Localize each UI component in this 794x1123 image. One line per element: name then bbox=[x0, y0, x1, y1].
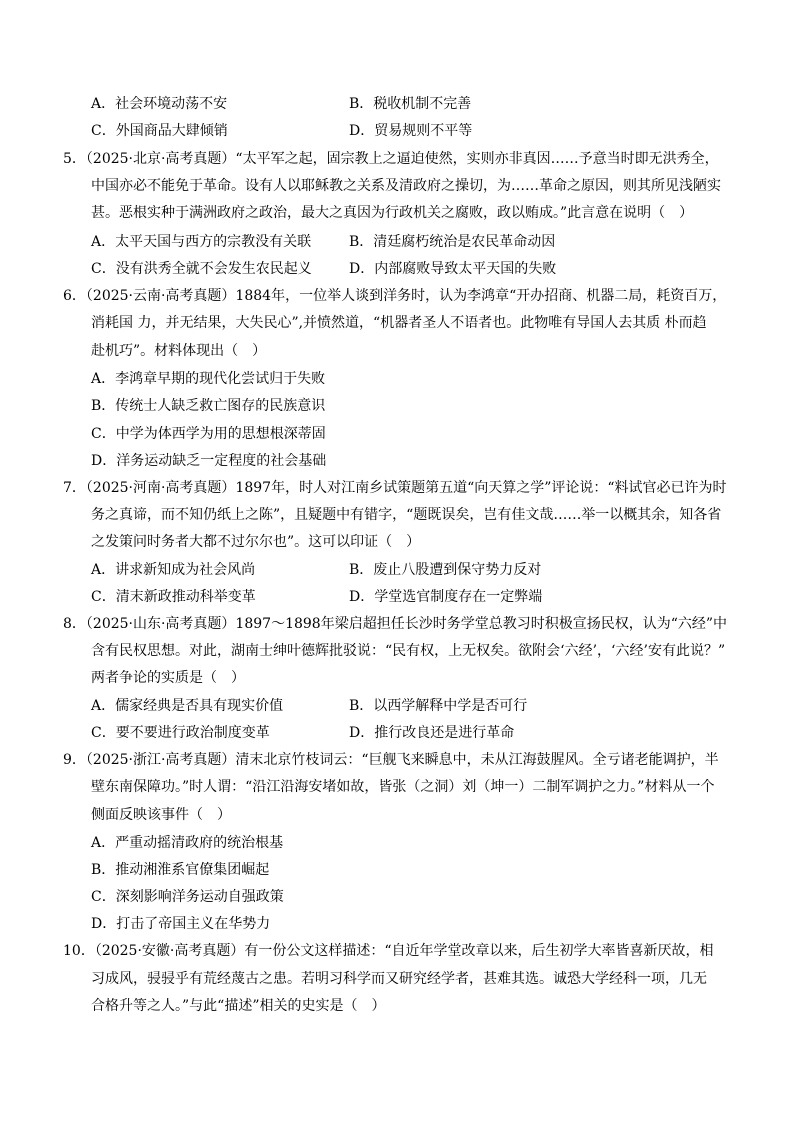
q10-stem-line-3: 合格升等之人。”与此“描述”相关的史实是（ ） bbox=[91, 998, 386, 1014]
q4-option-a[interactable]: A．社会环境动荡不安 bbox=[91, 96, 228, 112]
q7-stem-line-1: 7．（2025·河南·高考真题）1897年，时人对江南乡试策题第五道“向天算之学”评论说：“料试官必已许为时 bbox=[63, 480, 727, 496]
q5-option-c[interactable]: C．没有洪秀全就不会发生农民起义 bbox=[91, 261, 312, 277]
q6-stem-line-2: 消耗国 力，并无结果，大失民心”,并愤然道，“机器者圣人不语者也。此物唯有导国人去其质 朴而趋 bbox=[91, 315, 707, 331]
q7-option-b[interactable]: B．废止八股遭到保守势力反对 bbox=[349, 562, 542, 578]
q8-option-a[interactable]: A．儒家经典是否具有现实价值 bbox=[91, 698, 284, 714]
q7-option-c[interactable]: C．清末新政推动科举变革 bbox=[91, 589, 256, 605]
q10-stem-line-2: 习成风，骎骎乎有荒经蔑古之患。若明习科学而又研究经学者，甚难其选。诚恐大学经科一项，几无 bbox=[91, 971, 707, 987]
q7-stem-line-3: 之发策问时务者大都不过尔尔也”。这可以印证（ ） bbox=[91, 534, 421, 550]
q10-stem-line-1: 10．（2025·安徽·高考真题）有一份公文这样描述：“自近年学堂改章以来，后生初学大率皆喜新厌故，相 bbox=[63, 943, 714, 959]
q9-option-a[interactable]: A．严重动摇清政府的统治根基 bbox=[91, 835, 284, 851]
q6-option-c[interactable]: C．中学为体西学为用的思想根深蒂固 bbox=[91, 426, 326, 442]
q9-stem-line-1: 9．（2025·浙江·高考真题）清末北京竹枝词云：“巨舰飞来瞬息中，未从江海鼓腥风。全亏诸老能调护，半 bbox=[63, 752, 719, 768]
q8-stem-line-3: 两者争论的实质是（ ） bbox=[91, 670, 245, 686]
q7-option-d[interactable]: D．学堂选官制度存在一定弊端 bbox=[349, 589, 543, 605]
q5-option-d[interactable]: D．内部腐败导致太平天国的失败 bbox=[349, 261, 557, 277]
q6-option-b[interactable]: B．传统士人缺乏救亡图存的民族意识 bbox=[91, 398, 326, 414]
q7-stem-line-2: 务之真谛，而不知仍纸上之陈”，且疑题中有错字，“题既误矣，岂有佳文哉……举一以概其余，知各省 bbox=[91, 507, 722, 523]
q9-option-b[interactable]: B．推动湘淮系官僚集团崛起 bbox=[91, 862, 270, 878]
q7-option-a[interactable]: A．讲求新知成为社会风尚 bbox=[91, 562, 256, 578]
q4-option-d[interactable]: D．贸易规则不平等 bbox=[349, 123, 473, 139]
q5-stem-line-3: 甚。恶根实种于满洲政府之政治，最大之真因为行政机关之腐败，政以贿成。”此言意在说明（ ） bbox=[91, 205, 694, 221]
q6-stem-line-1: 6．（2025·云南·高考真题）1884年，一位举人谈到洋务时，认为李鸿章“开办招商、机器二局，耗资百万， bbox=[63, 288, 727, 304]
q8-option-c[interactable]: C．要不要进行政治制度变革 bbox=[91, 725, 270, 741]
q9-option-d[interactable]: D．打击了帝国主义在华势力 bbox=[91, 916, 271, 932]
q5-stem-line-1: 5．（2025·北京·高考真题）“太平军之起，固宗教上之逼迫使然，实则亦非真因……予意当时即无洪秀全， bbox=[63, 151, 719, 167]
q5-option-a[interactable]: A．太平天国与西方的宗教没有关联 bbox=[91, 234, 312, 250]
q9-stem-line-3: 侧面反映该事件（ ） bbox=[91, 807, 231, 823]
q6-option-d[interactable]: D．洋务运动缺乏一定程度的社会基础 bbox=[91, 453, 327, 469]
q8-stem-line-1: 8．（2025·山东·高考真题）1897～1898年梁启超担任长沙时务学堂总教习时积极宣扬民权，认为“六经”中 bbox=[63, 616, 728, 632]
q6-stem-line-3: 赴机巧”。材料体现出（ ） bbox=[91, 343, 267, 359]
q5-option-b[interactable]: B．清廷腐朽统治是农民革命动因 bbox=[349, 234, 556, 250]
q4-option-b[interactable]: B．税收机制不完善 bbox=[349, 96, 472, 112]
q9-option-c[interactable]: C．深刻影响洋务运动自强政策 bbox=[91, 889, 284, 905]
q9-stem-line-2: 壁东南保障功。”时人谓：“沿江沿海安堵如故，皆张（之洞）刘（坤一）二制军调护之力。”材料从一个 bbox=[91, 779, 715, 795]
q6-option-a[interactable]: A．李鸿章早期的现代化尝试归于失败 bbox=[91, 371, 326, 387]
q8-option-d[interactable]: D．推行改良还是进行革命 bbox=[349, 725, 515, 741]
q8-stem-line-2: 含有民权思想。对此，湖南士绅叶德辉批驳说：“民有权，上无权矣。欲附会‘六经’，‘六经’安有此说？” bbox=[91, 643, 726, 659]
q8-option-b[interactable]: B．以西学解释中学是否可行 bbox=[349, 698, 528, 714]
q4-option-c[interactable]: C．外国商品大肆倾销 bbox=[91, 123, 228, 139]
q5-stem-line-2: 中国亦必不能免于革命。设有人以耶稣教之关系及清政府之操切，为……革命之原因，则其所见浅陋实 bbox=[91, 178, 721, 194]
